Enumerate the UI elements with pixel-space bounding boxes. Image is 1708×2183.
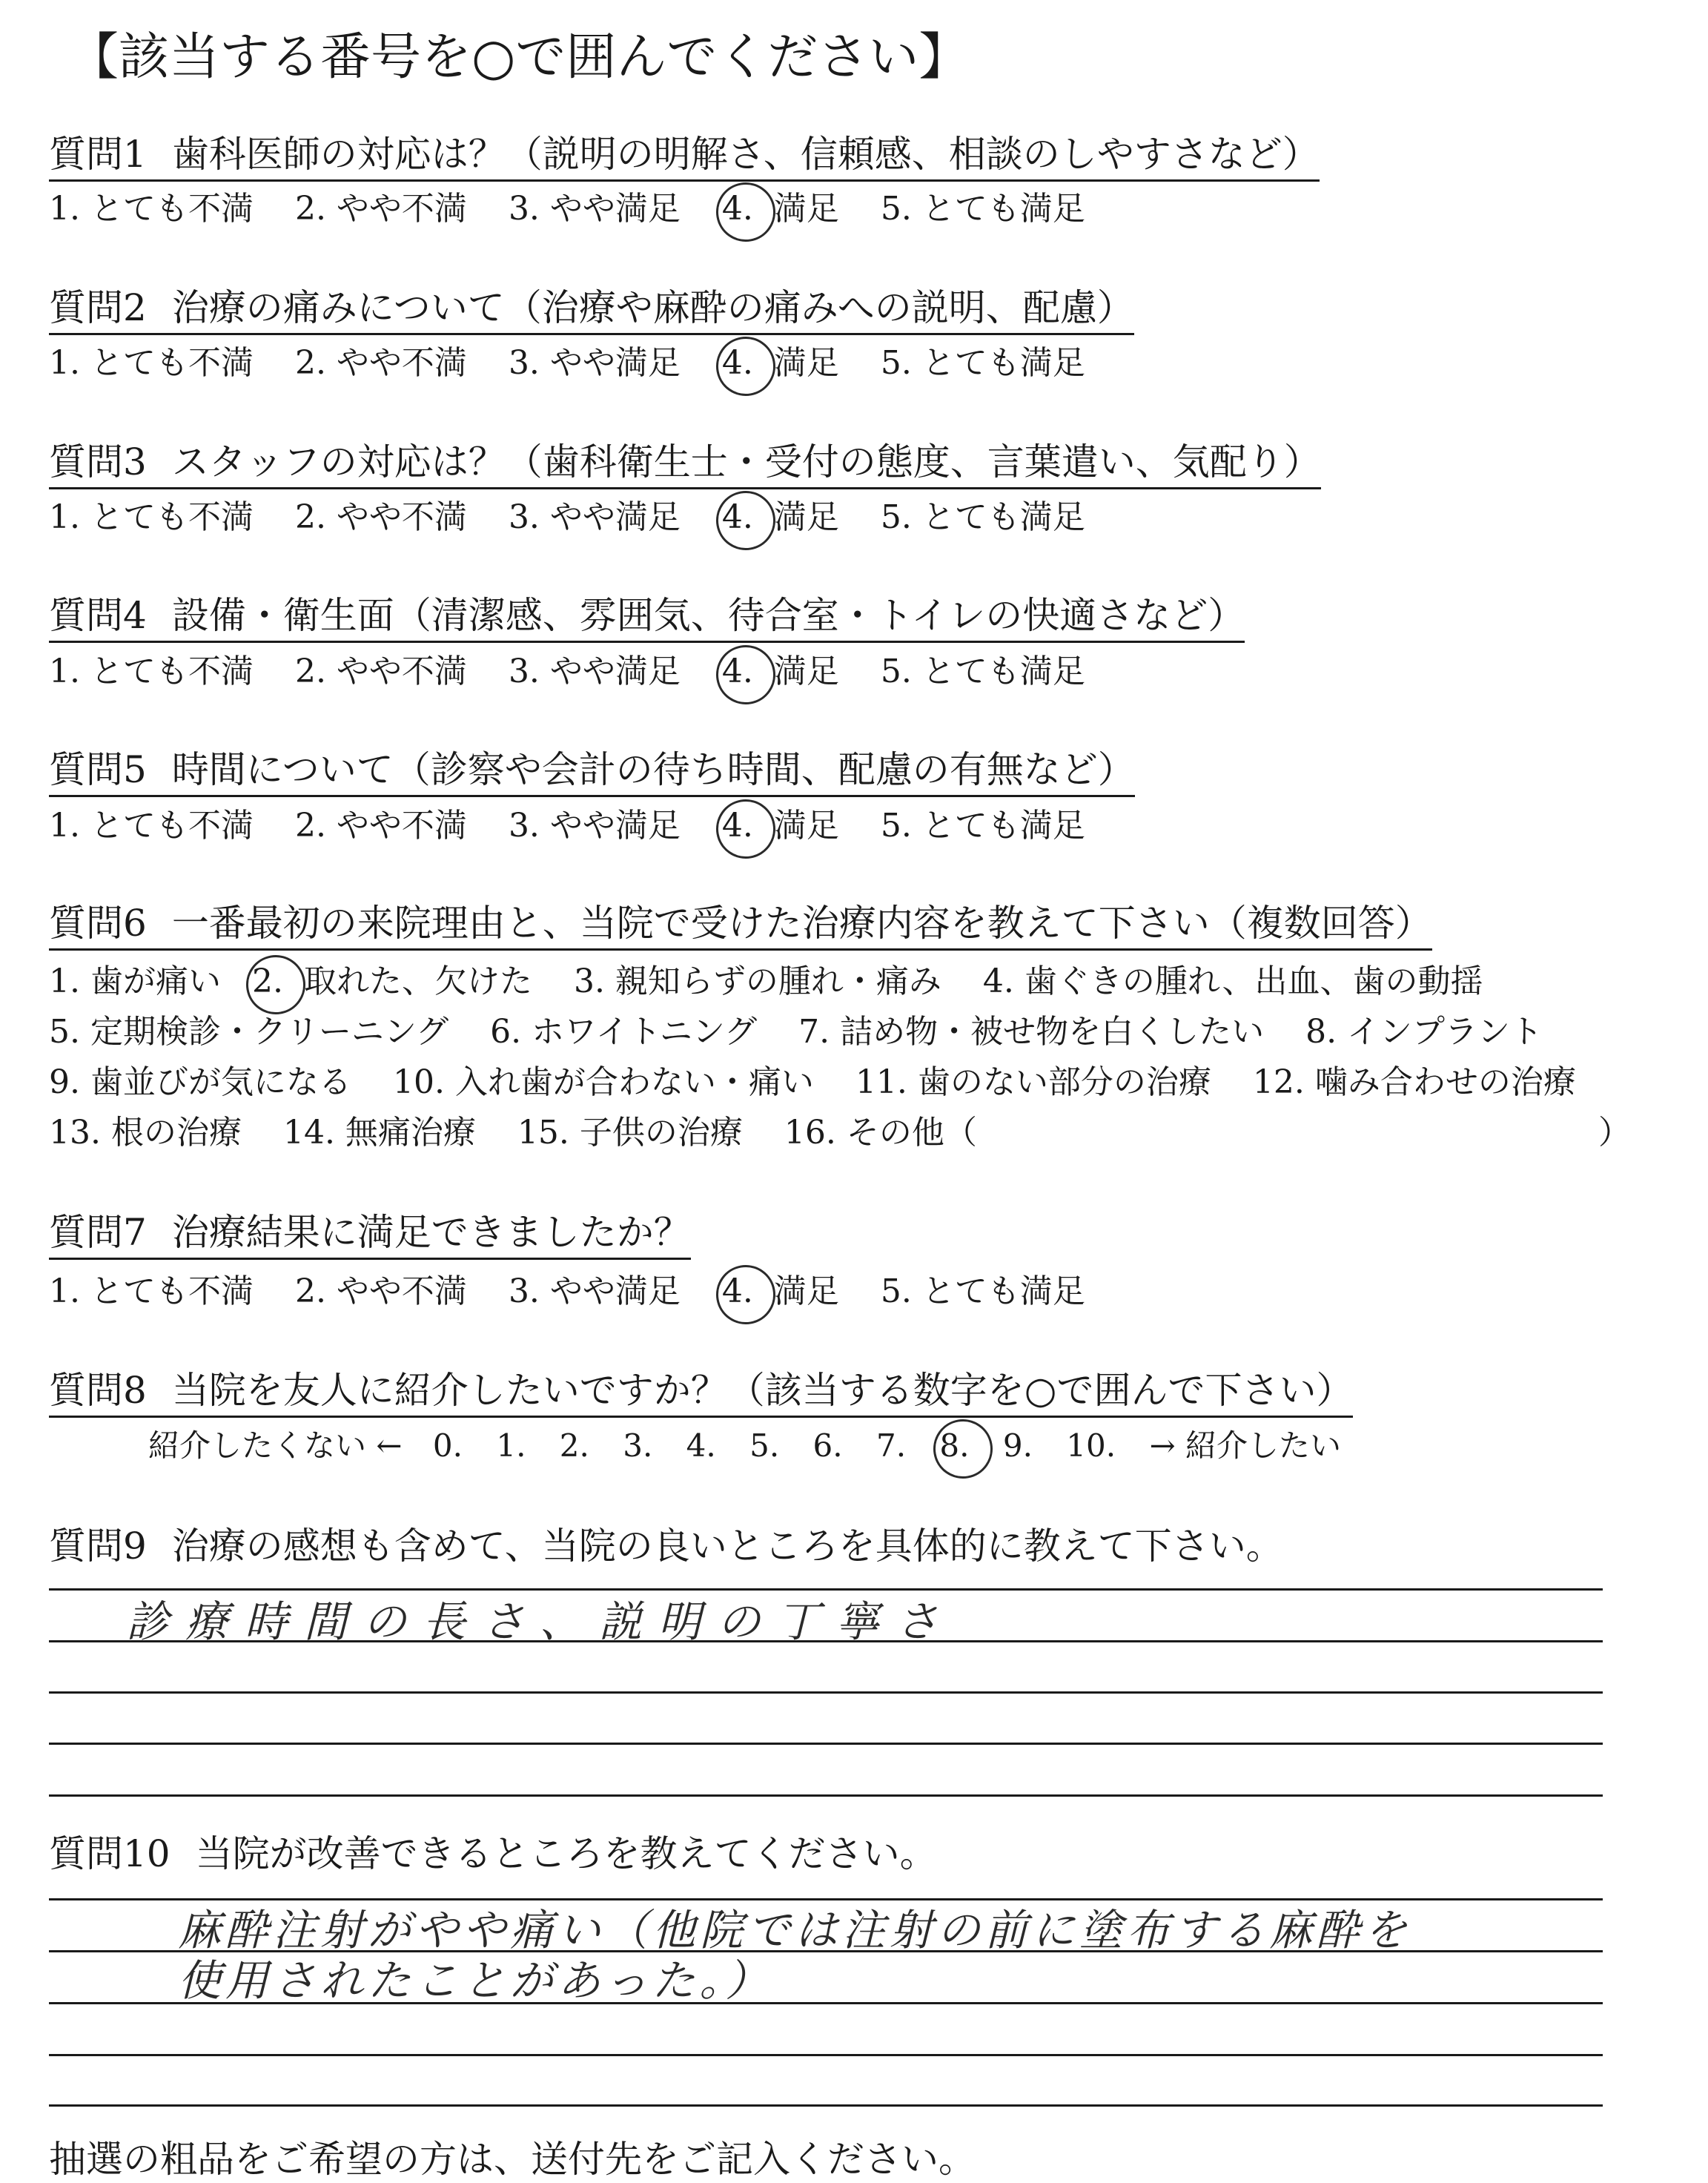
question-4-text: 設備・衛生面（清潔感、雰囲気、待合室・トイレの快適さなど） xyxy=(171,594,1245,637)
q9-handwritten-answer[interactable]: 診療時間の長さ、説明の丁寧さ xyxy=(126,1596,955,1647)
q1-option-4-label: 満足 xyxy=(773,190,839,228)
q7-option-4-selected[interactable]: 4. xyxy=(722,1269,753,1314)
q8-option-1[interactable]: 1. xyxy=(496,1427,526,1464)
q2-option-4-label: 満足 xyxy=(773,344,839,382)
q10-answer-line-3 xyxy=(49,2002,1603,2004)
q1-option-2[interactable]: 2. やや不満 xyxy=(294,190,467,228)
q8-option-3[interactable]: 3. xyxy=(623,1427,653,1464)
q8-left-label: 紹介したくない ← xyxy=(148,1427,403,1464)
q6-option-3[interactable]: 3. 親知らずの腫れ・痛み xyxy=(573,962,941,1000)
q8-option-7[interactable]: 7. xyxy=(875,1427,907,1464)
question-5-number: 質問5 xyxy=(49,748,147,791)
q3-option-3[interactable]: 3. やや満足 xyxy=(508,498,681,536)
question-7-number: 質問7 xyxy=(49,1211,147,1254)
q6-option-6[interactable]: 6. ホワイトニング xyxy=(490,1013,758,1051)
question-1-number: 質問1 xyxy=(49,133,147,176)
question-6-number: 質問6 xyxy=(49,902,147,945)
q6-option-4[interactable]: 4. 歯ぐきの腫れ、出血、歯の動揺 xyxy=(982,962,1483,1000)
q5-option-4-selected[interactable]: 4. xyxy=(722,804,753,848)
question-2-options xyxy=(49,341,1116,386)
q2-option-5[interactable]: 5. とても満足 xyxy=(880,344,1085,382)
q4-option-3[interactable]: 3. やや満足 xyxy=(508,653,681,690)
q7-option-1[interactable]: 1. とても不満 xyxy=(49,1272,254,1310)
q3-option-4-selected[interactable]: 4. xyxy=(722,495,753,540)
question-2-number: 質問2 xyxy=(49,286,147,329)
q3-option-2[interactable]: 2. やや不満 xyxy=(294,498,467,536)
q4-option-4-selected[interactable]: 4. xyxy=(722,650,753,694)
question-8-number: 質問8 xyxy=(49,1369,147,1412)
question-9-number: 質問9 xyxy=(49,1525,147,1568)
q10-answer-line-4 xyxy=(49,2054,1603,2056)
q6-option-11[interactable]: 11. 歯のない部分の治療 xyxy=(855,1063,1211,1101)
q1-option-3[interactable]: 3. やや満足 xyxy=(508,190,681,228)
question-7-options xyxy=(49,1269,1116,1314)
q8-right-label: → 紹介したい xyxy=(1149,1427,1341,1464)
q6-option-1[interactable]: 1. 歯が痛い xyxy=(49,962,221,1000)
q6-option-13[interactable]: 13. 根の治療 xyxy=(49,1114,242,1152)
q9-answer-line-3 xyxy=(49,1691,1603,1694)
question-7-text: 治療結果に満足できましたか？ xyxy=(171,1211,691,1254)
q7-option-4-label: 満足 xyxy=(773,1272,839,1310)
question-9-text: 治療の感想も含めて、当院の良いところを具体的に教えて下さい。 xyxy=(171,1525,1283,1568)
question-8-text: 当院を友人に紹介したいですか？（該当する数字を○で囲んで下さい） xyxy=(171,1369,1354,1412)
q10-answer-line-5 xyxy=(49,2104,1603,2107)
q2-option-3[interactable]: 3. やや満足 xyxy=(508,344,681,382)
q5-option-5[interactable]: 5. とても満足 xyxy=(880,807,1085,845)
q6-option-2-label: 取れた、欠けた xyxy=(303,962,532,1000)
question-1-heading xyxy=(49,132,1320,182)
question-6-row-1 xyxy=(49,960,1515,1004)
question-6-row-2 xyxy=(49,1010,1574,1054)
question-4-options xyxy=(49,650,1116,694)
question-3-heading xyxy=(49,440,1321,489)
q2-option-4-selected[interactable]: 4. xyxy=(722,341,753,386)
q10-handwritten-answer-1[interactable]: 麻酔注射がやや痛い（他院では注射の前に塗布する麻酔を xyxy=(178,1905,1412,1955)
question-2-heading xyxy=(49,285,1134,335)
q7-option-2[interactable]: 2. やや不満 xyxy=(294,1272,467,1310)
q8-option-2[interactable]: 2. xyxy=(559,1427,589,1464)
question-10-number: 質問10 xyxy=(49,1832,171,1875)
question-6-row-3 xyxy=(49,1060,1607,1105)
q3-option-1[interactable]: 1. とても不満 xyxy=(49,498,254,536)
question-6-text: 一番最初の来院理由と、当院で受けた治療内容を教えて下さい（複数回答） xyxy=(171,902,1432,945)
q8-option-8-selected[interactable]: 8. xyxy=(939,1424,969,1468)
q4-option-5[interactable]: 5. とても満足 xyxy=(880,653,1085,690)
question-3-text: スタッフの対応は？（歯科衛生士・受付の態度、言葉遣い、気配り） xyxy=(171,440,1321,483)
q6-option-16[interactable]: 16. その他（ xyxy=(784,1114,977,1152)
question-5-options xyxy=(49,804,1116,848)
q6-option-5[interactable]: 5. 定期検診・クリーニング xyxy=(49,1013,449,1051)
q8-option-9[interactable]: 9. xyxy=(1002,1427,1033,1464)
question-3-number: 質問3 xyxy=(49,440,147,483)
q5-option-4-label: 満足 xyxy=(773,807,839,845)
question-6-heading xyxy=(49,901,1432,951)
question-6-row-4 xyxy=(49,1111,1631,1155)
q5-option-2[interactable]: 2. やや不満 xyxy=(294,807,467,845)
question-4-number: 質問4 xyxy=(49,594,147,637)
q6-option-12[interactable]: 12. 噛み合わせの治療 xyxy=(1252,1063,1576,1101)
q1-option-4-selected[interactable]: 4. xyxy=(722,187,753,231)
q4-option-1[interactable]: 1. とても不満 xyxy=(49,653,254,690)
question-2-text: 治療の痛みについて（治療や麻酔の痛みへの説明、配慮） xyxy=(171,286,1134,329)
q8-option-6[interactable]: 6. xyxy=(812,1427,843,1464)
q8-option-0[interactable]: 0. xyxy=(432,1427,463,1464)
question-3-options xyxy=(49,495,1116,540)
q6-option-15[interactable]: 15. 子供の治療 xyxy=(517,1114,743,1152)
q6-option-9[interactable]: 9. 歯並びが気になる xyxy=(49,1063,351,1101)
question-7-heading xyxy=(49,1210,691,1260)
q1-option-1[interactable]: 1. とても不満 xyxy=(49,190,254,228)
question-9-heading xyxy=(49,1524,1283,1571)
q1-option-5[interactable]: 5. とても満足 xyxy=(880,190,1085,228)
q5-option-1[interactable]: 1. とても不満 xyxy=(49,807,254,845)
question-1-options xyxy=(49,187,1116,231)
q3-option-4-label: 満足 xyxy=(773,498,839,536)
q6-option-2-selected[interactable]: 2. xyxy=(252,960,283,1004)
question-5-text: 時間について（診察や会計の待ち時間、配慮の有無など） xyxy=(171,748,1135,791)
footer-instruction: 抽選の粗品をご希望の方は、送付先をご記入ください。 xyxy=(49,2138,976,2181)
q6-option-16-close: ） xyxy=(1598,1114,1631,1152)
q9-answer-line-5 xyxy=(49,1794,1603,1797)
q6-option-7[interactable]: 7. 詰め物・被せ物を白くしたい xyxy=(798,1013,1265,1051)
question-8-scale xyxy=(148,1424,1362,1468)
q9-answer-line-2 xyxy=(49,1640,1603,1642)
q6-option-14[interactable]: 14. 無痛治療 xyxy=(282,1114,476,1152)
q6-option-10[interactable]: 10. 入れ歯が合わない・痛い xyxy=(392,1063,814,1101)
question-8-heading xyxy=(49,1368,1353,1418)
q4-option-2[interactable]: 2. やや不満 xyxy=(294,653,467,690)
q8-option-5[interactable]: 5. xyxy=(749,1427,780,1464)
q4-option-4-label: 満足 xyxy=(773,653,839,690)
question-1-text: 歯科医師の対応は？（説明の明解さ、信頼感、相談のしやすさなど） xyxy=(171,133,1320,176)
q10-handwritten-answer-2[interactable]: 使用されたことがあった。） xyxy=(178,1955,773,2006)
question-10-text: 当院が改善できるところを教えてください。 xyxy=(195,1832,937,1875)
question-5-heading xyxy=(49,747,1135,797)
question-10-heading xyxy=(49,1832,937,1879)
q9-answer-line-4 xyxy=(49,1743,1603,1745)
page-title: 【該当する番号を○で囲んでください】 xyxy=(68,28,970,87)
q5-option-3[interactable]: 3. やや満足 xyxy=(508,807,681,845)
q2-option-1[interactable]: 1. とても不満 xyxy=(49,344,254,382)
question-4-heading xyxy=(49,593,1245,643)
q7-option-5[interactable]: 5. とても満足 xyxy=(880,1272,1085,1310)
q8-option-4[interactable]: 4. xyxy=(686,1427,716,1464)
q3-option-5[interactable]: 5. とても満足 xyxy=(880,498,1085,536)
q8-option-10[interactable]: 10. xyxy=(1066,1427,1116,1464)
q7-option-3[interactable]: 3. やや満足 xyxy=(508,1272,681,1310)
q2-option-2[interactable]: 2. やや不満 xyxy=(294,344,467,382)
q6-option-8[interactable]: 8. インプラント xyxy=(1305,1013,1543,1051)
